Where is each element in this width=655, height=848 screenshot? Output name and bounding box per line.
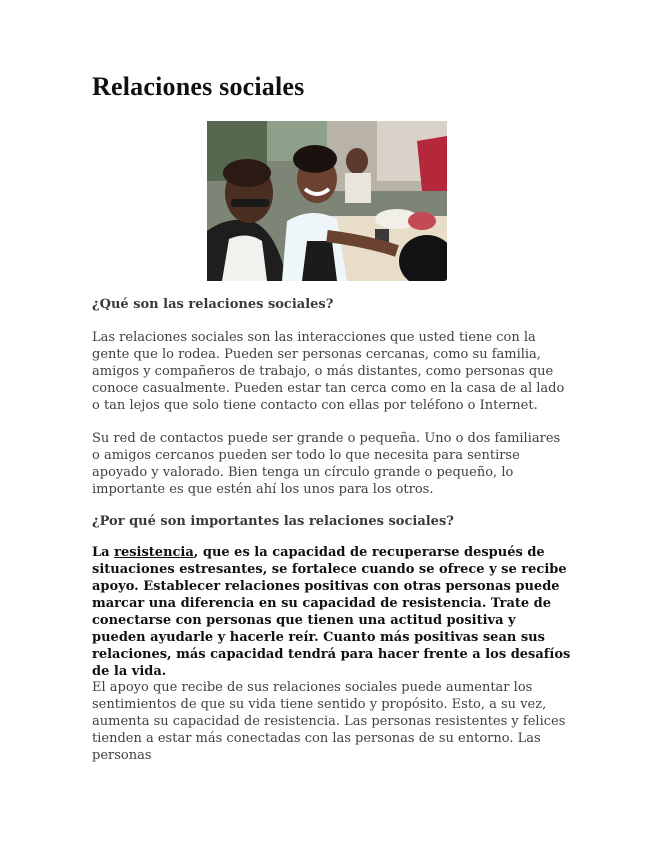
paragraph-1: Las relaciones sociales son las interacciones que usted tiene con la gente que lo rodea. Pueden ser personas cercanas, como su familia, amigos y compañeros de trabajo, o más distantes, como personas que conoce casualmente. Pueden estar tan cerca como en la casa de al lado o tan lejos que solo tiene contacto con ellas por teléfono o Internet. <box>92 330 565 413</box>
paragraph-4: El apoyo que recibe de sus relaciones sociales puede aumentar los sentimientos de que su vida tiene sentido y propósito. Esto, a su vez, aumenta su capacidad de resistencia. Las personas resistentes y felices tienden a estar más conectadas con las personas de su entorno. Las personas <box>92 680 566 763</box>
section-heading-2: ¿Por qué son importantes las relaciones sociales? <box>92 514 454 529</box>
resistencia-link[interactable]: resistencia <box>114 545 194 560</box>
paragraph-3-lead: La <box>92 545 115 560</box>
paragraph-2: Su red de contactos puede ser grande o pequeña. Uno o dos familiares o amigos cercanos pueden ser todo lo que necesita para sentirse apoyado y valorado. Bien tenga un círculo grande o pequeño, lo importante es que estén ahí los unos para los otros. <box>92 431 561 497</box>
header-photo <box>207 121 447 281</box>
page-title: Relaciones sociales <box>92 72 305 101</box>
paragraph-3-rest: , que es la capacidad de recuperarse después de situaciones estresantes, se fortalece cuando se ofrece y se recibe apoyo. Establecer relaciones positivas con otras personas puede marcar una diferencia en su capacidad de resistencia. Trate de conectarse con personas que tienen una actitud positiva y pueden ayudarle y hacerle reír. Cuanto más positivas sean sus relaciones, más capacidad tendrá para hacer frente a los desafíos de la vida. <box>92 545 571 679</box>
people-photo-illustration <box>207 121 447 281</box>
paragraph-3 <box>92 544 572 680</box>
section-heading-1: ¿Qué son las relaciones sociales? <box>92 297 334 312</box>
